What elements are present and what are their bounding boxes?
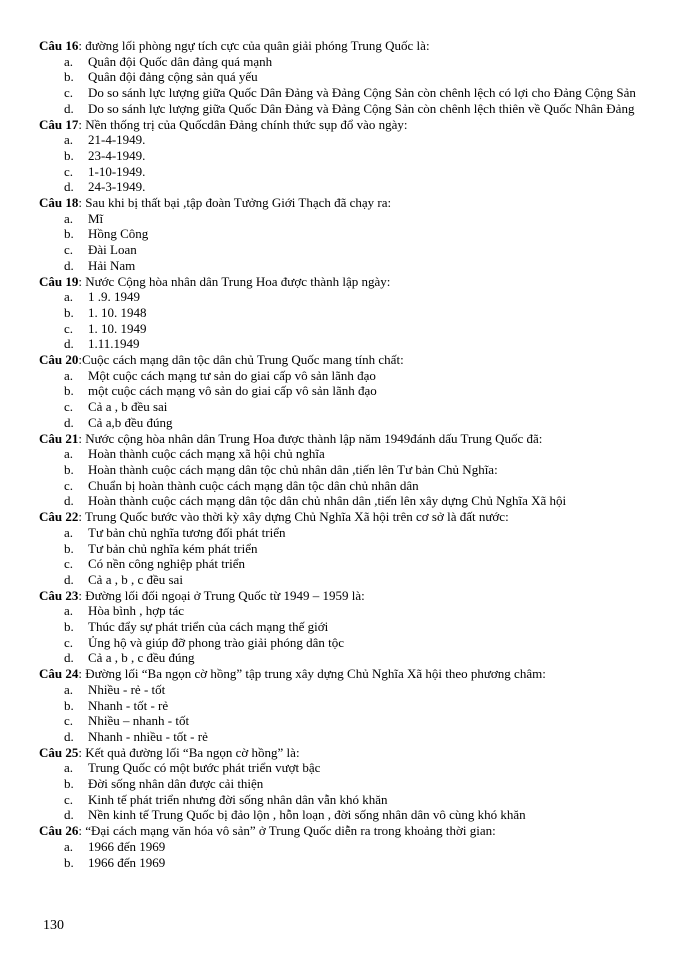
question-stem: [39, 352, 679, 368]
option-letter: d.: [64, 414, 74, 430]
option-letter: c.: [64, 242, 74, 258]
question-separator: :: [78, 38, 82, 53]
option-list: [39, 132, 679, 195]
option-letter: c.: [64, 163, 74, 179]
question-stem: [39, 666, 679, 682]
question-text: đường lối phòng ngự tích cực của quân giải phóng Trung Quốc là:: [82, 38, 430, 53]
option-text: Quân đội đảng cộng sản quá yếu: [88, 69, 258, 85]
option-text: một cuộc cách mạng vô sản do giai cấp vô sản lãnh đạo: [88, 383, 377, 399]
option-letter: a.: [64, 210, 74, 226]
option-list: [39, 446, 679, 509]
question-separator: :: [78, 823, 82, 839]
option-letter: d.: [64, 650, 74, 666]
answer-option: [39, 321, 679, 337]
option-letter: b.: [64, 619, 74, 635]
question-stem: [39, 38, 679, 54]
option-letter: a.: [64, 603, 74, 619]
answer-option: [39, 211, 679, 227]
question-stem: [39, 195, 679, 211]
option-letter: d.: [64, 336, 74, 352]
option-list: [39, 211, 679, 274]
option-letter: a.: [64, 446, 74, 462]
answer-option: [39, 478, 679, 494]
option-letter: d.: [64, 807, 74, 823]
question-number: Câu 24: [39, 666, 79, 682]
question: [39, 823, 679, 870]
answer-option: [39, 541, 679, 557]
option-letter: c.: [64, 556, 74, 572]
option-list: [39, 839, 679, 870]
option-letter: d.: [64, 728, 74, 744]
option-text: 23-4-1949.: [88, 147, 146, 163]
question: [39, 745, 679, 824]
option-letter: b.: [64, 540, 74, 556]
question-number: Câu 22: [39, 509, 79, 525]
option-text: Cả a , b , c đều sai: [88, 571, 183, 587]
answer-option: [39, 635, 679, 651]
option-letter: d.: [64, 493, 74, 509]
option-letter: a.: [64, 289, 74, 305]
question: [39, 352, 679, 431]
answer-option: [39, 289, 679, 305]
option-text: Hải Nam: [88, 257, 136, 273]
question-number: Câu 25: [39, 744, 79, 760]
option-text: 21-4-1949.: [88, 132, 146, 148]
answer-option: [39, 760, 679, 776]
question-separator: :: [78, 744, 82, 760]
question-separator: :: [78, 352, 82, 368]
option-letter: b.: [64, 304, 74, 320]
option-text: 1966 đến 1969: [88, 854, 166, 870]
answer-option: [39, 792, 679, 808]
option-text: Do so sánh lực lượng giữa Quốc Dân Đảng và Đảng Cộng Sản còn chênh lệch có lợi cho Đảng Cộng Sản: [88, 85, 636, 101]
question-separator: :: [78, 195, 82, 211]
question-stem: [39, 431, 679, 447]
answer-option: [39, 682, 679, 698]
answer-option: [39, 101, 679, 117]
question-text: Nước cộng hòa nhân dân Trung Hoa được thành lập năm 1949đánh dấu Trung Quốc đã:: [82, 430, 543, 446]
option-list: [39, 54, 679, 117]
option-text: 1 .9. 1949: [88, 289, 140, 305]
option-text: 1. 10. 1948: [88, 304, 147, 320]
question-number: Câu 26: [39, 823, 79, 839]
option-letter: d.: [64, 257, 74, 273]
answer-option: [39, 383, 679, 399]
answer-option: [39, 776, 679, 792]
option-letter: a.: [64, 681, 74, 697]
option-text: Ủng hộ và giúp đỡ phong trào giải phóng dân tộc: [88, 634, 345, 650]
question: [39, 588, 679, 667]
answer-option: [39, 242, 679, 258]
option-letter: c.: [64, 791, 74, 807]
question: [39, 274, 679, 353]
option-text: Hòa bình , hợp tác: [88, 603, 185, 619]
answer-option: [39, 556, 679, 572]
option-text: Nhiều – nhanh - tốt: [88, 713, 190, 729]
option-text: Cả a,b đều đúng: [88, 414, 173, 430]
question-number: Câu 18: [39, 195, 79, 211]
option-letter: c.: [64, 634, 74, 650]
option-list: [39, 603, 679, 666]
question-text: Đường lối đối ngoại ở Trung Quốc từ 1949 – 1959 là:: [82, 587, 365, 603]
question-text: Sau khi bị thất bại ,tập đoàn Tưởng Giới Thạch đã chạy ra:: [82, 195, 392, 211]
option-text: Nhanh - nhiều - tốt - rẻ: [88, 728, 208, 744]
option-list: [39, 525, 679, 588]
option-letter: d.: [64, 100, 74, 116]
option-letter: c.: [64, 85, 74, 101]
question-stem: [39, 588, 679, 604]
option-text: Đời sống nhân dân được cải thiện: [88, 776, 264, 792]
question-number: Câu 20: [39, 352, 79, 368]
option-letter: b.: [64, 854, 74, 870]
option-letter: b.: [64, 69, 74, 85]
option-list: [39, 368, 679, 431]
option-text: Đài Loan: [88, 242, 137, 258]
answer-option: [39, 336, 679, 352]
question-separator: :: [78, 587, 82, 603]
answer-option: [39, 132, 679, 148]
option-list: [39, 289, 679, 352]
option-letter: c.: [64, 320, 74, 336]
option-letter: a.: [64, 53, 74, 69]
question: [39, 509, 679, 588]
question-text: “Đại cách mạng văn hóa vô sản” ở Trung Quốc diễn ra trong khoảng thời gian:: [82, 823, 496, 839]
option-letter: b.: [64, 226, 74, 242]
option-letter: d.: [64, 179, 74, 195]
option-text: Trung Quốc có một bước phát triển vượt bậc: [88, 760, 321, 776]
answer-option: [39, 650, 679, 666]
question-number: Câu 21: [39, 430, 79, 446]
answer-option: [39, 226, 679, 242]
answer-option: [39, 603, 679, 619]
option-text: Cả a , b , c đều đúng: [88, 650, 195, 666]
answer-option: [39, 493, 679, 509]
answer-option: [39, 525, 679, 541]
option-letter: a.: [64, 838, 74, 854]
option-text: Nhiều - rẻ - tốt: [88, 681, 166, 697]
question-stem: [39, 509, 679, 525]
answer-option: [39, 415, 679, 431]
option-text: Thúc đẩy sự phát triển của cách mạng thế giới: [88, 619, 329, 635]
option-text: Mĩ: [88, 210, 104, 226]
option-text: 1. 10. 1949: [88, 320, 147, 336]
answer-option: [39, 839, 679, 855]
option-letter: b.: [64, 776, 74, 792]
option-letter: b.: [64, 147, 74, 163]
question-separator: :: [78, 509, 82, 525]
option-text: Quân đội Quốc dân đảng quá mạnh: [88, 53, 273, 69]
answer-option: [39, 85, 679, 101]
question: [39, 195, 679, 274]
option-letter: c.: [64, 713, 74, 729]
option-text: 24-3-1949.: [88, 179, 146, 195]
answer-option: [39, 807, 679, 823]
answer-option: [39, 179, 679, 195]
question-stem: [39, 823, 679, 839]
option-text: Do so sánh lực lượng giữa Quốc Dân Đảng và Đảng Cộng Sản còn chênh lệch thiên về Quốc Nhân Đảng: [88, 100, 635, 116]
answer-option: [39, 446, 679, 462]
question-text: Nước Cộng hòa nhân dân Trung Hoa được thành lập ngày:: [82, 273, 391, 289]
option-letter: a.: [64, 132, 74, 148]
option-letter: a.: [64, 760, 74, 776]
answer-option: [39, 619, 679, 635]
option-letter: b.: [64, 461, 74, 477]
option-text: Có nền công nghiệp phát triển: [88, 556, 246, 572]
answer-option: [39, 54, 679, 70]
option-letter: b.: [64, 383, 74, 399]
option-list: [39, 682, 679, 745]
question-text: Đường lối “Ba ngọn cờ hồng” tập trung xây dựng Chủ Nghĩa Xã hội theo phương châm:: [82, 666, 546, 682]
option-letter: a.: [64, 524, 74, 540]
answer-option: [39, 258, 679, 274]
answer-option: [39, 462, 679, 478]
option-text: Cả a , b đều sai: [88, 399, 168, 415]
option-text: Hoàn thành cuộc cách mạng xã hội chủ nghĩa: [88, 446, 325, 462]
option-text: Kinh tế phát triển nhưng đời sống nhân dân vẫn khó khăn: [88, 791, 388, 807]
answer-option: [39, 855, 679, 871]
answer-option: [39, 164, 679, 180]
option-text: Hoàn thành cuộc cách mạng dân tộc dân chủ nhân dân ,tiến lên xây dựng Chủ Nghĩa Xã hội: [88, 493, 567, 509]
answer-option: [39, 729, 679, 745]
answer-option: [39, 69, 679, 85]
question-stem: [39, 274, 679, 290]
option-text: 1-10-1949.: [88, 163, 146, 179]
question-separator: :: [78, 666, 82, 682]
question-number: Câu 23: [39, 587, 79, 603]
question-separator: :: [78, 430, 82, 446]
question: [39, 431, 679, 510]
option-letter: d.: [64, 571, 74, 587]
question-stem: [39, 745, 679, 761]
question-separator: :: [78, 273, 82, 289]
option-letter: a.: [64, 367, 74, 383]
option-text: Nền kinh tế Trung Quốc bị đảo lộn , hỗn loạn , đời sống nhân dân vô cùng khó khăn: [88, 807, 526, 823]
question-stem: [39, 117, 679, 133]
option-text: Tư bản chủ nghĩa kém phát triển: [88, 540, 258, 556]
question: [39, 38, 679, 117]
question-text: Nền thống trị của Quốcdân Đảng chính thức sụp đổ vào ngày:: [82, 116, 408, 132]
option-text: Hoàn thành cuộc cách mạng dân tộc chủ nhân dân ,tiến lên Tư bản Chủ Nghĩa:: [88, 461, 498, 477]
option-text: 1966 đến 1969: [88, 838, 166, 854]
question-text: Cuộc cách mạng dân tộc dân chủ Trung Quốc mang tính chất:: [82, 352, 404, 368]
page-number: 130: [43, 918, 64, 933]
answer-option: [39, 713, 679, 729]
question-number: Câu 17: [39, 116, 79, 132]
question-number: Câu 16: [39, 38, 79, 53]
option-text: Chuẩn bị hoàn thành cuộc cách mạng dân tộc dân chủ nhân dân: [88, 477, 419, 493]
option-letter: b.: [64, 697, 74, 713]
question-number: Câu 19: [39, 273, 79, 289]
question-text: Kết quả đường lối “Ba ngọn cờ hồng” là:: [82, 744, 300, 760]
answer-option: [39, 368, 679, 384]
option-text: Hồng Công: [88, 226, 149, 242]
option-text: 1.11.1949: [88, 336, 140, 352]
answer-option: [39, 305, 679, 321]
option-list: [39, 760, 679, 823]
option-text: Một cuộc cách mạng tư sản do giai cấp vô sản lãnh đạo: [88, 367, 376, 383]
answer-option: [39, 698, 679, 714]
question-text: Trung Quốc bước vào thời kỳ xây dựng Chủ Nghĩa Xã hội trên cơ sở là đất nước:: [82, 509, 509, 525]
question: [39, 117, 679, 196]
option-text: Nhanh - tốt - rẻ: [88, 697, 169, 713]
answer-option: [39, 399, 679, 415]
option-letter: c.: [64, 477, 74, 493]
question-list: [39, 38, 679, 870]
question-separator: :: [78, 116, 82, 132]
answer-option: [39, 572, 679, 588]
option-letter: c.: [64, 399, 74, 415]
answer-option: [39, 148, 679, 164]
option-text: Tư bản chủ nghĩa tương đối phát triển: [88, 524, 286, 540]
question: [39, 666, 679, 745]
